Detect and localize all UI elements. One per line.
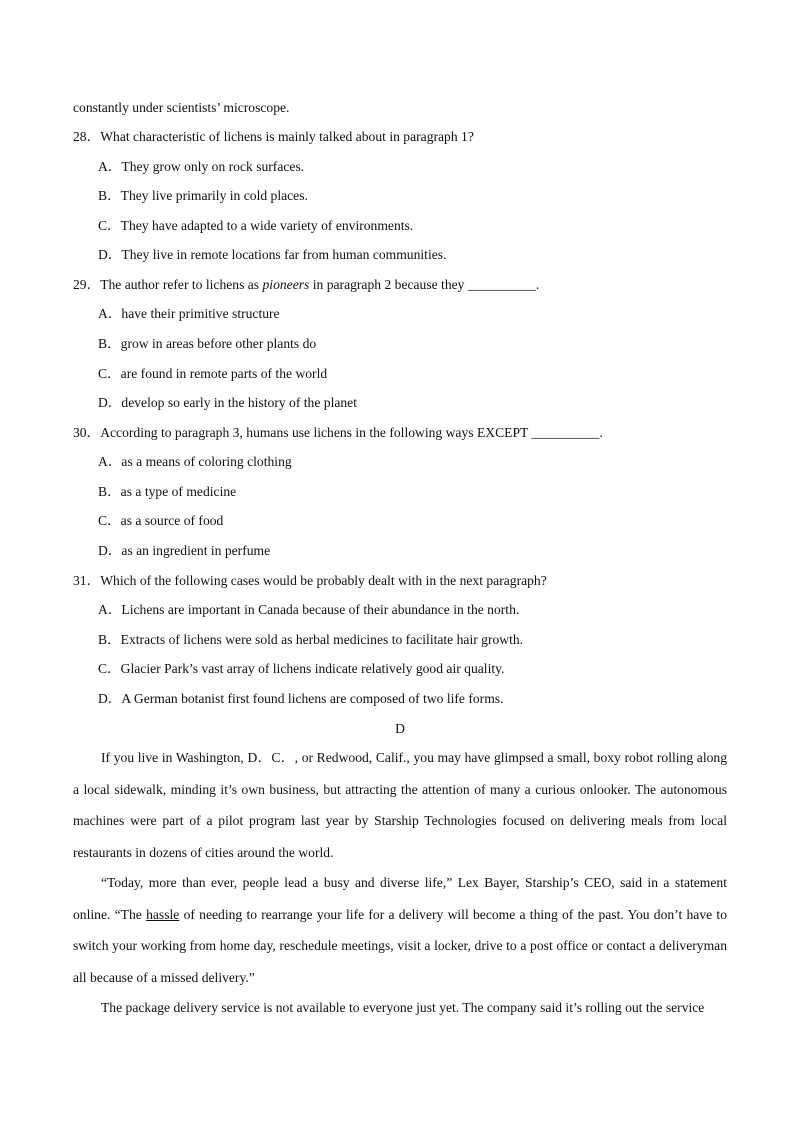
option-letter: D． [98,247,122,262]
option-text: They live primarily in cold places. [120,188,308,203]
option-letter: A． [98,602,122,617]
option-28-d [98,246,446,264]
passage-paragraph-2 [73,867,727,993]
option-letter: C． [98,513,121,528]
question-number: 28． [73,129,101,144]
option-letter: A． [98,306,122,321]
option-letter: D． [98,395,122,410]
continuation-text: constantly under scientists’ microscope. [73,100,290,115]
question-number: 29． [73,277,101,292]
option-text: are found in remote parts of the world [120,366,328,381]
option-28-c [98,217,413,235]
option-letter: C． [98,661,121,676]
option-30-d [98,542,270,560]
paragraph-text: of needing to rearrange your life for a delivery will become a thing of the past. You don’t have to switch your working from home day, reschedule meetings, visit a locker, drive to a post office or contact a deliveryman all because of a missed delivery.” [73,906,728,985]
question-stem-before: The author refer to lichens as [100,277,260,292]
option-letter: C． [98,366,121,381]
option-30-b [98,483,236,501]
underlined-word: hassle [146,906,180,922]
question-28 [73,128,474,146]
option-text: Lichens are important in Canada because of their abundance in the north. [121,602,520,617]
option-text: as a source of food [120,513,224,528]
option-letter: D． [98,691,122,706]
question-31 [73,572,547,590]
option-letter: C． [98,218,121,233]
option-28-a [98,158,304,176]
option-29-d [98,394,357,412]
question-stem-after: in paragraph 2 because they __________. [312,277,540,292]
option-letter: B． [98,484,121,499]
option-31-c [98,660,504,678]
question-stem: What characteristic of lichens is mainly talked about in paragraph 1? [100,129,474,144]
option-text: They live in remote locations far from human communities. [121,247,447,262]
option-letter: A． [98,454,122,469]
option-text: A German botanist first found lichens are composed of two life forms. [121,691,504,706]
option-text: Extracts of lichens were sold as herbal medicines to facilitate hair growth. [120,632,524,647]
option-text: Glacier Park’s vast array of lichens indicate relatively good air quality. [120,661,505,676]
option-29-c [98,365,327,383]
question-stem: According to paragraph 3, humans use lichens in the following ways EXCEPT __________. [100,425,603,440]
question-stem-italic: pioneers [262,277,310,292]
option-text: They grow only on rock surfaces. [121,159,305,174]
option-30-c [98,512,223,530]
option-letter: D． [98,543,122,558]
section-title: D [395,721,405,736]
option-text: as an ingredient in perfume [121,543,271,558]
option-text: as a type of medicine [120,484,237,499]
option-text: They have adapted to a wide variety of environments. [120,218,414,233]
question-29 [73,276,539,294]
option-letter: B． [98,336,121,351]
option-letter: A． [98,159,122,174]
option-29-b [98,335,316,353]
option-text: as a means of coloring clothing [121,454,292,469]
option-31-a [98,601,519,619]
passage-paragraph-3: The package delivery service is not available to everyone just yet. The company said it’s rolling out the service [101,1000,705,1015]
option-text: have their primitive structure [121,306,280,321]
option-text: develop so early in the history of the planet [121,395,357,410]
option-30-a [98,453,292,471]
option-text: grow in areas before other plants do [120,336,317,351]
passage-paragraph-1: If you live in Washington, D．C．, or Redwood, Calif., you may have glimpsed a small, boxy robot rolling along a local sidewalk, minding it’s own business, but attracting the attention of many a curious onlooker. The autonomous machines were part of a pilot program last year by Starship Technologies focused on delivering meals from local restaurants in dozens of cities around the world. [73,750,727,860]
option-letter: B． [98,632,121,647]
option-29-a [98,305,280,323]
question-stem: Which of the following cases would be probably dealt with in the next paragraph? [100,573,547,588]
paragraph-text: “Today, more than ever, people lead a busy and diverse life,” Lex Bayer, Starship’s CEO, said in a statement online. “The [73,875,727,922]
option-31-d [98,690,503,708]
question-30 [73,424,603,442]
question-number: 31． [73,573,101,588]
option-28-b [98,187,308,205]
option-letter: B． [98,188,121,203]
question-number: 30． [73,425,101,440]
option-31-b [98,631,523,649]
